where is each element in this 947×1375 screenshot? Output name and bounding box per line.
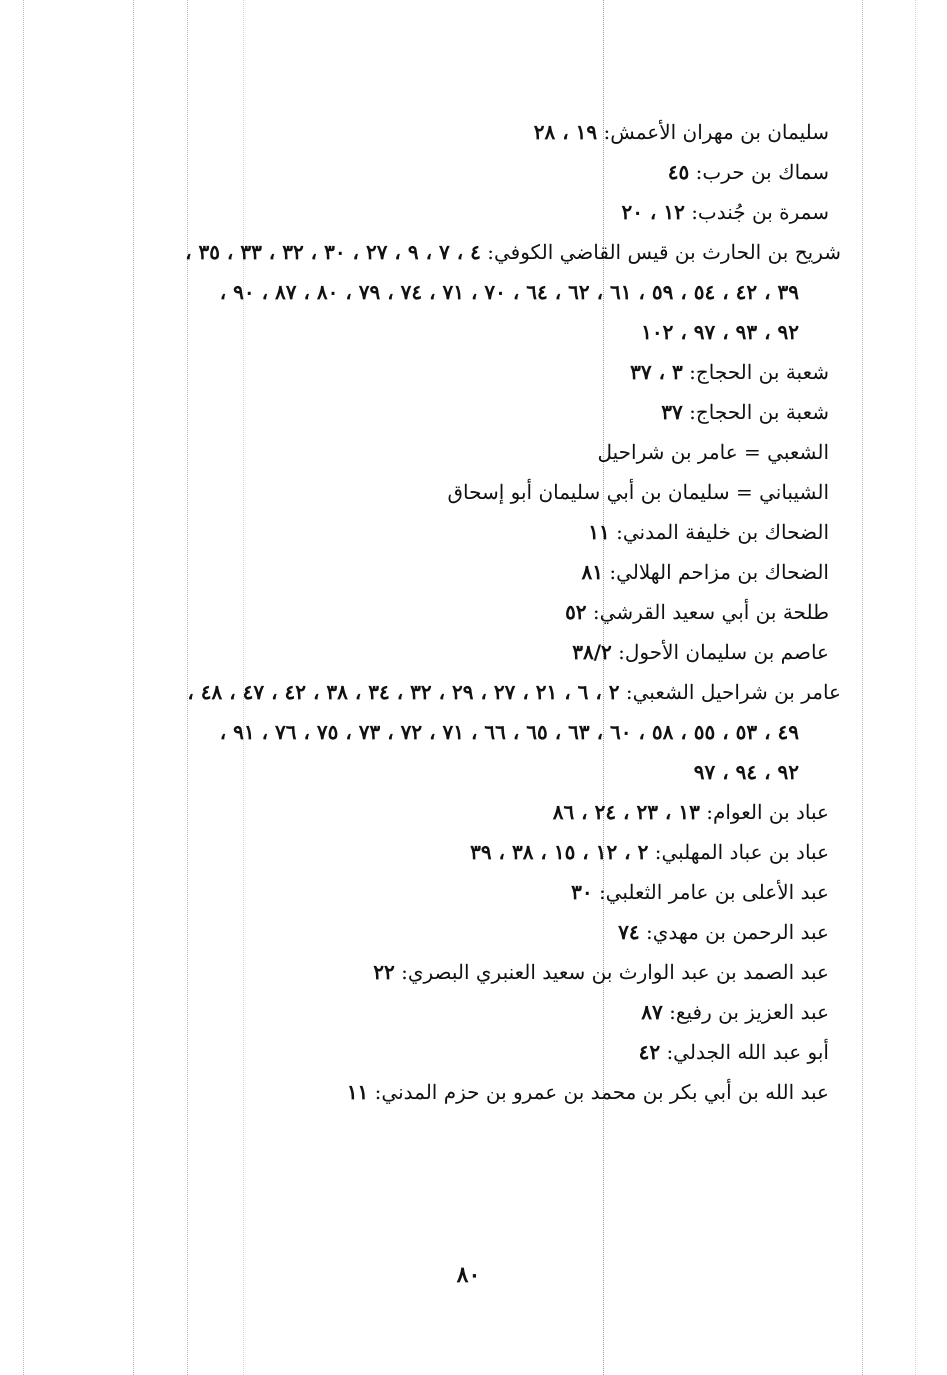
entry-refs: ٢ ، ٦ ، ٢١ ، ٢٧ ، ٢٩ ، ٣٢ ، ٣٤ ، ٣٨ ، ٤٢ ، ٤٧ ، ٤٨ ، (187, 680, 620, 704)
entry-name: شعبة بن الحجاج: (689, 400, 829, 424)
entry-refs: ٨١ (581, 560, 603, 584)
entry-refs: ٨٧ (641, 1000, 663, 1024)
entry-name: عباد بن العوام: (706, 800, 829, 824)
index-entry (99, 952, 829, 992)
index-entry (99, 792, 829, 832)
entry-continuation: ٣٩ ، ٤٢ ، ٥٤ ، ٥٩ ، ٦١ ، ٦٢ ، ٦٤ ، ٧٠ ، ٧١ ، ٧٤ ، ٧٩ ، ٨٠ ، ٨٧ ، ٩٠ ، (219, 280, 799, 304)
index-list (99, 112, 841, 1112)
index-entry (99, 872, 829, 912)
index-entry (99, 112, 829, 152)
scan-line (23, 0, 24, 1375)
index-entry (99, 592, 829, 632)
entry-name: عامر بن شراحيل الشعبي: (625, 680, 841, 704)
entry-name: الشعبي = عامر بن شراحيل (597, 440, 829, 464)
entry-name: عبد الله بن أبي بكر بن محمد بن عمرو بن حزم المدني: (374, 1080, 829, 1104)
entry-refs: ١٩ ، ٢٨ (533, 120, 598, 144)
entry-name: عاصم بن سليمان الأحول: (618, 640, 829, 664)
index-entry (99, 392, 829, 432)
entry-refs: ٢٢ (373, 960, 395, 984)
index-entry (99, 152, 829, 192)
index-entry (99, 992, 829, 1032)
index-entry (99, 512, 829, 552)
scan-line (862, 0, 863, 1375)
entry-refs: ٤٥ (667, 160, 690, 184)
entry-name: عباد بن عباد المهلبي: (654, 840, 829, 864)
page-number-text: ٨٠ (456, 1262, 481, 1288)
entry-refs: ٥٢ (565, 600, 587, 624)
entry-refs: ١٣ ، ٢٣ ، ٢٤ ، ٨٦ (552, 800, 700, 824)
entry-refs: ١٢ ، ٢٠ (621, 200, 685, 224)
entry-name: عبد الرحمن بن مهدي: (646, 920, 829, 944)
entry-name: الشيباني = سليمان بن أبي سليمان أبو إسحاق (447, 480, 829, 504)
entry-name: شريح بن الحارث بن قيس القاضي الكوفي: (487, 240, 841, 264)
index-entry (99, 352, 829, 392)
page-number (0, 1262, 947, 1288)
entry-name: أبو عبد الله الجدلي: (666, 1040, 829, 1064)
entry-name: سماك بن حرب: (695, 160, 829, 184)
entry-refs: ٣ ، ٣٧ (630, 360, 683, 384)
index-entry (99, 472, 829, 512)
entry-refs: ٢ ، ١٢ ، ١٥ ، ٣٨ ، ٣٩ (470, 840, 649, 864)
scan-line (915, 0, 916, 1375)
entry-name: عبد العزيز بن رفيع: (669, 1000, 829, 1024)
entry-continuation: ٤٩ ، ٥٣ ، ٥٥ ، ٥٨ ، ٦٠ ، ٦٣ ، ٦٥ ، ٦٦ ، ٧١ ، ٧٢ ، ٧٣ ، ٧٥ ، ٧٦ ، ٩١ ، (219, 720, 799, 744)
entry-name: سمرة بن جُندب: (691, 200, 829, 224)
entry-name: عبد الصمد بن عبد الوارث بن سعيد العنبري البصري: (401, 960, 829, 984)
entry-refs: ٤ ، ٧ ، ٩ ، ٢٧ ، ٣٠ ، ٣٢ ، ٣٣ ، ٣٥ ، (185, 240, 481, 264)
entry-continuation: ٩٢ ، ٩٤ ، ٩٧ (693, 760, 799, 784)
entry-refs: ٣٧ (661, 400, 683, 424)
entry-refs: ١١ (588, 520, 610, 544)
entry-name: الضحاك بن خليفة المدني: (616, 520, 829, 544)
index-entry (99, 672, 841, 712)
entry-name: شعبة بن الحجاج: (689, 360, 829, 384)
index-entry (99, 832, 829, 872)
index-entry (99, 432, 829, 472)
index-entry (99, 192, 829, 232)
index-entry (99, 1032, 829, 1072)
index-entry (99, 552, 829, 592)
entry-refs: ٧٤ (618, 920, 640, 944)
entry-refs: ٣٨/٢ (572, 640, 612, 664)
entry-refs: ٤٢ (638, 1040, 661, 1064)
entry-refs: ٣٠ (571, 880, 593, 904)
entry-name: عبد الأعلى بن عامر الثعلبي: (598, 880, 829, 904)
index-entry (99, 232, 841, 272)
entry-refs: ١١ (346, 1080, 369, 1104)
index-entry (99, 1072, 829, 1112)
index-entry (99, 912, 829, 952)
index-entry (99, 632, 829, 672)
entry-continuation: ٩٢ ، ٩٣ ، ٩٧ ، ١٠٢ (641, 320, 799, 344)
entry-name: طلحة بن أبي سعيد القرشي: (592, 600, 829, 624)
entry-name: سليمان بن مهران الأعمش: (603, 120, 829, 144)
entry-name: الضحاك بن مزاحم الهلالي: (609, 560, 829, 584)
